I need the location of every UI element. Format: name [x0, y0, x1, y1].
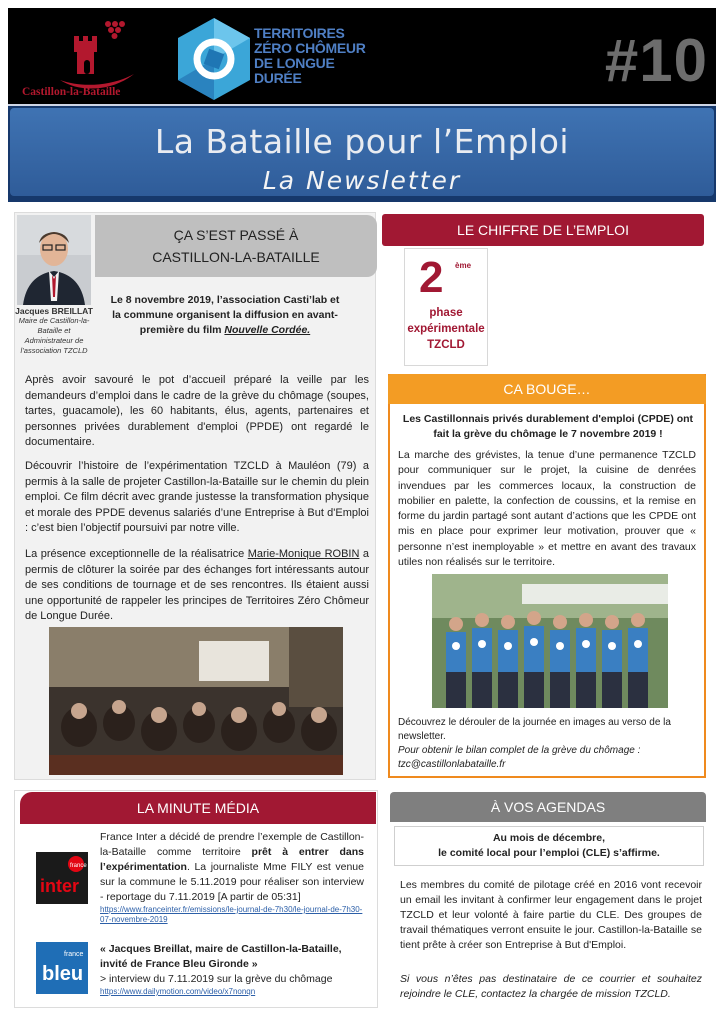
ca-bouge-contact: Pour obtenir le bilan complet de la grève du chômage : tzc@castillonlabataille.fr	[398, 745, 641, 770]
agenda-highlight-box	[394, 826, 704, 866]
agenda-box-line-2: le comité local pour l’emploi (CLE) s’affirme.	[438, 847, 660, 859]
ca-bouge-foot-text: Découvrez le dérouler de la journée en images au verso de la newsletter.	[398, 717, 671, 742]
event-intro-text: Le 8 novembre 2019, l’association Casti’lab et la commune organisent la diffusion en avant-première du film	[110, 294, 340, 336]
france-inter-logo-icon	[36, 852, 88, 904]
bleu-logo-big-text: bleu	[42, 963, 84, 985]
section-title-line-1: ÇA S’EST PASSÉ À	[173, 227, 299, 243]
portrait-person-icon	[17, 215, 91, 305]
france-inter-mark-icon	[36, 852, 88, 904]
dailymotion-link[interactable]: https://www.dailymotion.com/video/x7nonqn	[100, 987, 256, 996]
newsletter-banner	[8, 104, 716, 202]
chiffre-number: 2	[419, 253, 444, 302]
banner-panel	[10, 108, 714, 196]
france-inter-link[interactable]: https://www.franceinter.fr/emissions/le-journal-de-7h30/le-journal-de-7h30-07-novembre-2019	[100, 905, 363, 924]
rubric-agendas: À VOS AGENDAS	[390, 792, 706, 822]
inter-logo-big-text: inter	[40, 876, 80, 896]
event-paragraph-2: Découvrir l’histoire de l’expérimentation TZCLD à Mauléon (79) a permis à la salle de projeter Castillon-la-Bataille sur le chemin du plein emploi. Ce film décrit avec grande justesse la transformation physique et morale des PPDE devenus salariés d’une Entreprise à But d'Emploi : c’est bien l’objectif poursuivi par notre ville.	[25, 460, 369, 534]
chiffre-superscript: ème	[455, 261, 472, 270]
media-item2-bold: « Jacques Breillat, maire de Castillon-la-Bataille, invité de France Bleu Gironde »	[100, 943, 342, 970]
program-title-line-3: DE LONGUE	[254, 55, 335, 71]
rubric-chiffre: LE CHIFFRE DE L’EMPLOI	[382, 214, 704, 246]
ca-bouge-footnote	[398, 716, 696, 772]
town-name: Castillon-la-Bataille	[22, 86, 121, 98]
media-item1-bold: prêt à entrer dans l’expérimentation	[100, 846, 364, 873]
chiffre-label-line-1: phase	[429, 307, 463, 319]
france-bleu-logo-icon	[36, 942, 88, 994]
past-events-section	[14, 212, 376, 780]
section-title-line-2: CASTILLON-LA-BATAILLE	[152, 249, 320, 265]
france-bleu-mark-icon	[36, 942, 88, 994]
event-intro	[105, 293, 345, 338]
rubric-media: LA MINUTE MÉDIA	[20, 792, 376, 824]
director-first-name: Marie-Monique	[247, 548, 325, 560]
ca-bouge-text: La marche des grévistes, la tenue d’une permanence TZCLD pour communiquer sur le projet, la cuisine de denrées invendues par les commerces locaux, la construction de mobilier en palette, la confection de coussins, et la remise en forme du jardin partagé sont autant d’actions que les CPDE ont mis en place pour exprimer leur motivation, prouver que « personne n’est inemployable » et mettre en avant des travaux utiles non réalisés sur le territoire.	[398, 449, 696, 569]
program-title	[254, 26, 366, 86]
media-item-france-inter	[100, 830, 364, 925]
mayor-portrait	[17, 215, 91, 305]
program-title-line-1: TERRITOIRES	[254, 25, 345, 41]
banner-subtitle: La Newsletter	[262, 166, 462, 195]
media-item1-text: France Inter a décidé de prendre l’exemple de Castillon-la-Bataille comme territoire	[100, 831, 364, 858]
agenda-contact-note: Si vous n’êtes pas destinataire de ce courrier et souhaitez rejoindre le CLE, contactez la chargée de mission TZCLD.	[400, 973, 702, 1000]
chiffre-label	[405, 305, 487, 353]
p3-text-before: La présence exceptionnelle de la réalisatrice	[25, 548, 248, 560]
strike-group-image	[432, 574, 668, 708]
strike-group-photo	[432, 574, 668, 708]
media-item2-text: > interview du 7.11.2019 sur la grève du chômage	[100, 973, 333, 985]
banner-title: La Bataille pour l’Emploi	[154, 122, 570, 161]
bleu-logo-small-text: france	[64, 951, 84, 958]
event-paragraph-1: Après avoir savouré le pot d’accueil préparé la veille par les demandeurs d’emploi dans le cadre de la grève du chômage (soupes, tartes, guacamole), les 60 habitants, élus, agents, partenaires et personnes privées durablement d'emploi (PPDE) ont regardé le documentaire.	[25, 374, 369, 448]
chiffre-label-line-3: TZCLD	[427, 339, 465, 351]
agenda-text: Les membres du comité de pilotage créé en 2016 vont recevoir un email les invitant à confirmer leur engagement dans le projet TZCLD et leur volonté à faire partie du CLE. Des groupes de travail thématiques verront ensuite le jour. Castillon-la-Bataille se tient prête à créer son Entreprise à But d'Emploi.	[400, 879, 702, 951]
ca-bouge-headline: Les Castillonnais privés durablement d'emploi (CPDE) ont fait la grève du chômage le 7 novembre 2019 !	[402, 413, 694, 440]
screening-photo	[49, 627, 343, 775]
tzcld-hexagon-logo-icon	[176, 16, 252, 102]
p3-text-after: a permis de clôturer la soirée par des échanges fort intéressants autour de ses conditions de tournage et de ses rencontres. Ils étaient aussi une opportunité de rappeler les principes de Territoires Zéro Chômeur de Longue Durée.	[25, 548, 370, 622]
section-title-past-events	[95, 215, 377, 277]
media-item1-end: . La journaliste Mme FILY est venue sur la commune le 5.11.2019 pour réaliser son interview - reportage du 7.11.2019 [A partir de 05:31]	[100, 861, 364, 903]
event-paragraph-3	[25, 547, 369, 625]
rubric-ca-bouge: CA BOUGE…	[388, 374, 706, 404]
mayor-role: Maire de Castillon-la-Bataille et Administrateur de l’association TZCLD	[18, 316, 90, 355]
portrait-caption	[15, 306, 93, 356]
film-title: Nouvelle Cordée.	[224, 324, 311, 336]
newsletter-header	[8, 8, 716, 104]
issue-number: #10	[604, 27, 708, 94]
program-title-line-4: DURÉE	[254, 70, 302, 86]
chiffre-box	[404, 248, 488, 366]
screening-audience-image	[49, 627, 343, 775]
director-last-name: ROBIN	[324, 548, 360, 560]
agenda-box-line-1: Au mois de décembre,	[492, 832, 606, 844]
inter-logo-small-text: france	[70, 863, 87, 869]
program-title-line-2: ZÉRO CHÔMEUR	[254, 40, 366, 56]
chiffre-label-line-2: expérimentale	[407, 323, 485, 335]
mayor-name: Jacques BREILLAT	[15, 306, 93, 316]
media-item-france-bleu	[100, 942, 364, 997]
